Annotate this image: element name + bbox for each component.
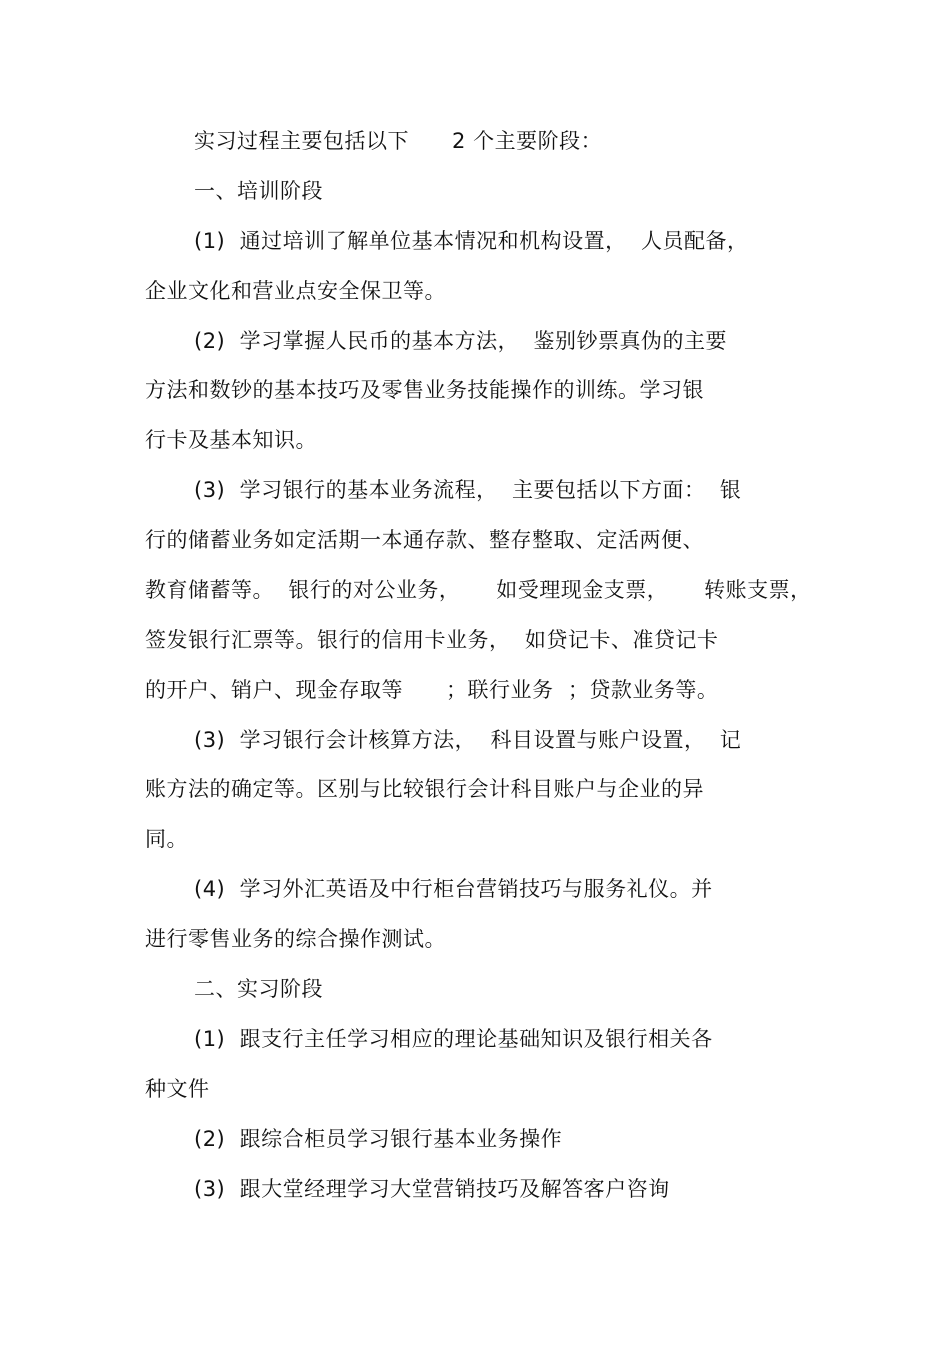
paragraph-line: 账方法的确定等。区别与比较银行会计科目账户与企业的异 xyxy=(145,777,704,801)
intro-line: 实习过程主要包括以下 2 个主要阶段： xyxy=(194,129,603,153)
section-heading-practice: 二、实习阶段 xyxy=(194,977,323,1001)
paragraph-line: 行的储蓄业务如定活期一本通存款、整存整取、定活两便、 xyxy=(145,528,704,552)
paragraph-line: (3) 学习银行的基本业务流程， 主要包括以下方面： 银 xyxy=(194,478,742,502)
paragraph-line: (3) 跟大堂经理学习大堂营销技巧及解答客户咨询 xyxy=(194,1177,670,1201)
paragraph-line: 的开户、销户、现金存取等 ；联行业务 ；贷款业务等。 xyxy=(145,678,719,702)
paragraph-line: (2) 跟综合柜员学习银行基本业务操作 xyxy=(194,1127,563,1151)
paragraph-line: 行卡及基本知识。 xyxy=(145,428,317,452)
paragraph-line: (1) 跟支行主任学习相应的理论基础知识及银行相关各 xyxy=(194,1027,713,1051)
paragraph-line: 企业文化和营业点安全保卫等。 xyxy=(145,279,446,303)
paragraph-line: (4) 学习外汇英语及中行柜台营销技巧与服务礼仪。并 xyxy=(194,877,713,901)
paragraph-line: 进行零售业务的综合操作测试。 xyxy=(145,927,446,951)
paragraph-line: 签发银行汇票等。银行的信用卡业务， 如贷记卡、准贷记卡 xyxy=(145,628,719,652)
paragraph-line: (3) 学习银行会计核算方法， 科目设置与账户设置， 记 xyxy=(194,728,742,752)
paragraph-line: (1) 通过培训了解单位基本情况和机构设置， 人员配备， xyxy=(194,229,749,253)
paragraph-line: 种文件 xyxy=(145,1077,210,1101)
paragraph-line: (2) 学习掌握人民币的基本方法， 鉴别钞票真伪的主要 xyxy=(194,329,727,353)
section-heading-training: 一、培训阶段 xyxy=(194,179,323,203)
paragraph-line: 同。 xyxy=(145,827,188,851)
paragraph-line: 教育储蓄等。 银行的对公业务， 如受理现金支票， 转账支票， xyxy=(145,578,812,602)
paragraph-line: 方法和数钞的基本技巧及零售业务技能操作的训练。学习银 xyxy=(145,378,704,402)
